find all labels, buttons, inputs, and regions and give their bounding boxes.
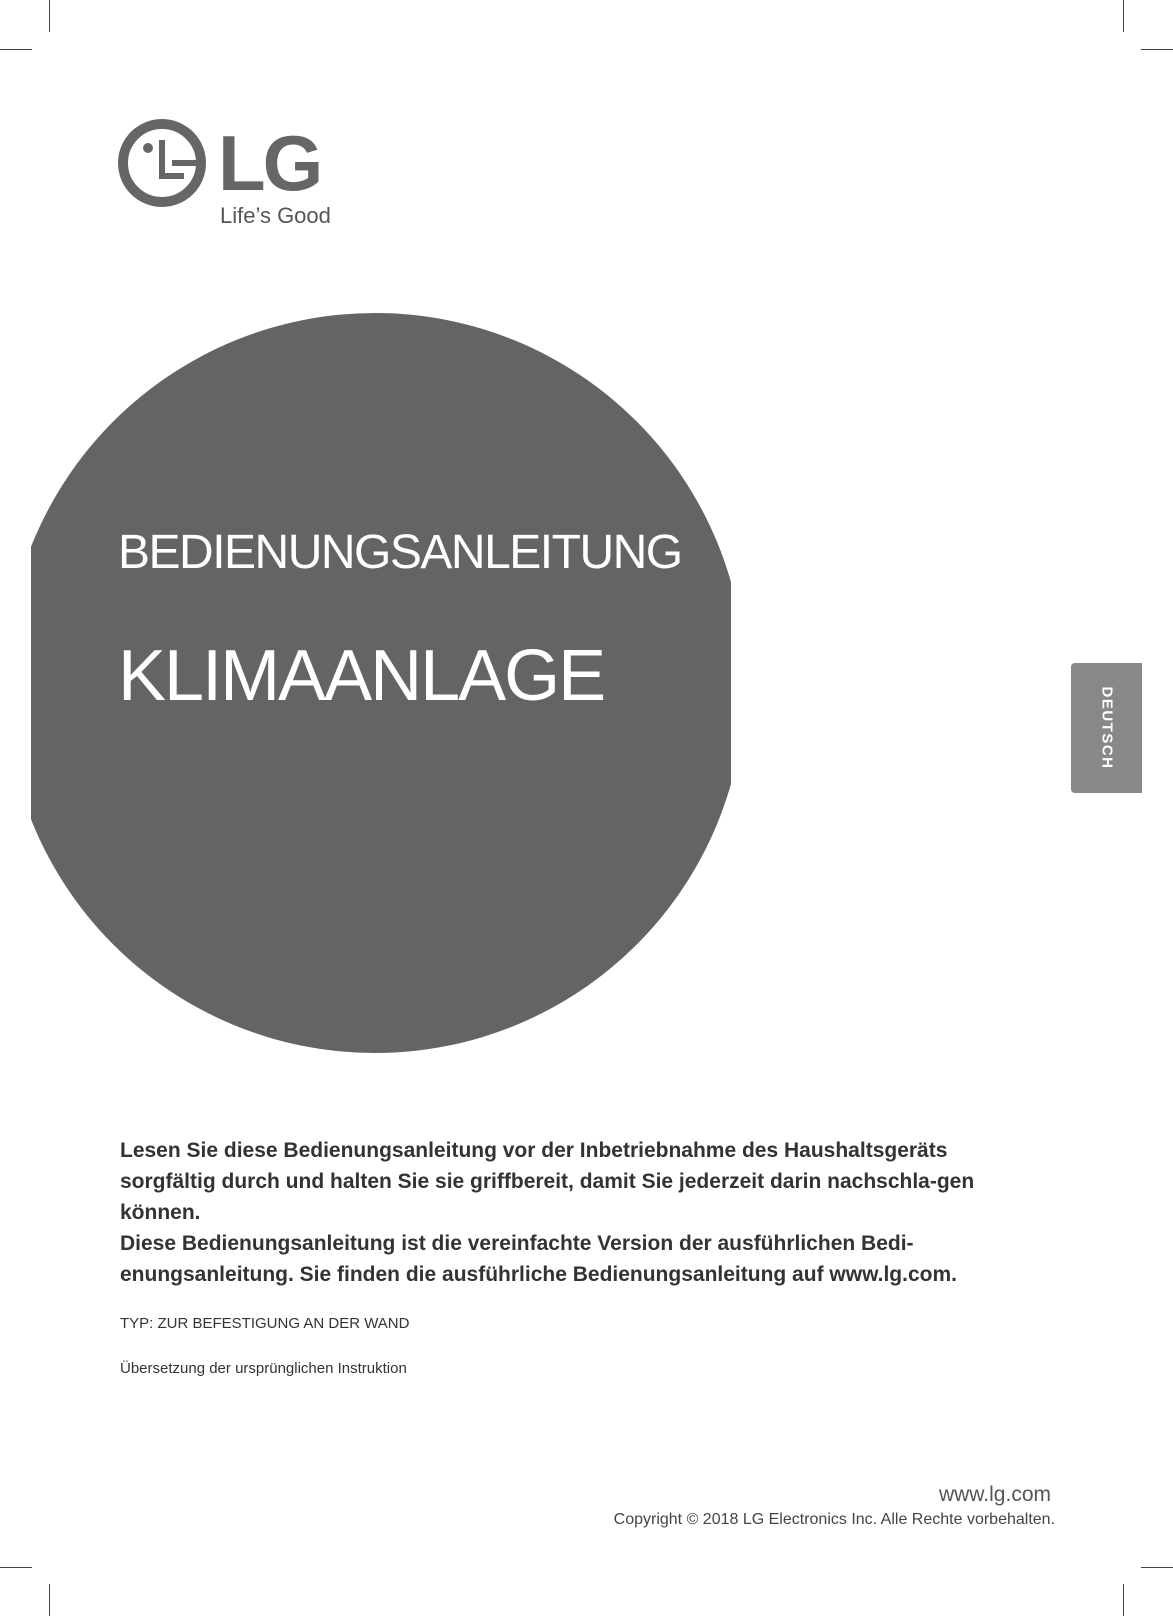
lg-slogan: Life’s Good <box>220 203 331 228</box>
translation-note: Übersetzung der ursprünglichen Instruktion <box>120 1360 407 1377</box>
lg-logo-graphic <box>118 118 338 230</box>
installation-type: TYP: ZUR BEFESTIGUNG AN DER WAND <box>120 1315 410 1332</box>
intro-text <box>120 1135 1040 1290</box>
crop-mark-bottom-left-vertical <box>49 1584 50 1616</box>
product-title: KLIMAANLAGE <box>118 636 605 716</box>
intro-paragraph-1: Lesen Sie diese Bedienungsanleitung vor der Inbetriebnahme des Haushaltsgeräts sorgfältig durch und halten Sie sie griffbereit, damit Sie jederzeit darin nachschla-gen können. <box>120 1139 975 1224</box>
language-tab-label: DEUTSCH <box>1098 686 1115 770</box>
intro-paragraph-2: Diese Bedienungsanleitung ist die vereinfachte Version der ausführlichen Bedi-enungsanleitung. Sie finden die ausführliche Bedienungsanleitung auf www.lg.com. <box>120 1232 957 1286</box>
copyright-text: Copyright © 2018 LG Electronics Inc. Alle Rechte vorbehalten. <box>613 1511 1055 1528</box>
crop-mark-top-right-horizontal <box>1141 49 1173 50</box>
lg-face-icon <box>123 124 202 202</box>
crop-mark-bottom-right-vertical <box>1123 1584 1124 1616</box>
language-tab <box>1071 663 1142 793</box>
lg-logo <box>118 118 338 230</box>
crop-mark-bottom-left-horizontal <box>0 1567 32 1568</box>
crop-mark-top-left-vertical <box>49 0 50 32</box>
crop-mark-top-left-horizontal <box>0 49 32 50</box>
website-url: www.lg.com <box>938 1483 1051 1506</box>
crop-mark-bottom-right-horizontal <box>1141 1567 1173 1568</box>
crop-mark-top-right-vertical <box>1123 0 1124 32</box>
document-title: BEDIENUNGSANLEITUNG <box>118 526 682 579</box>
lg-logo-text: LG <box>218 119 321 207</box>
